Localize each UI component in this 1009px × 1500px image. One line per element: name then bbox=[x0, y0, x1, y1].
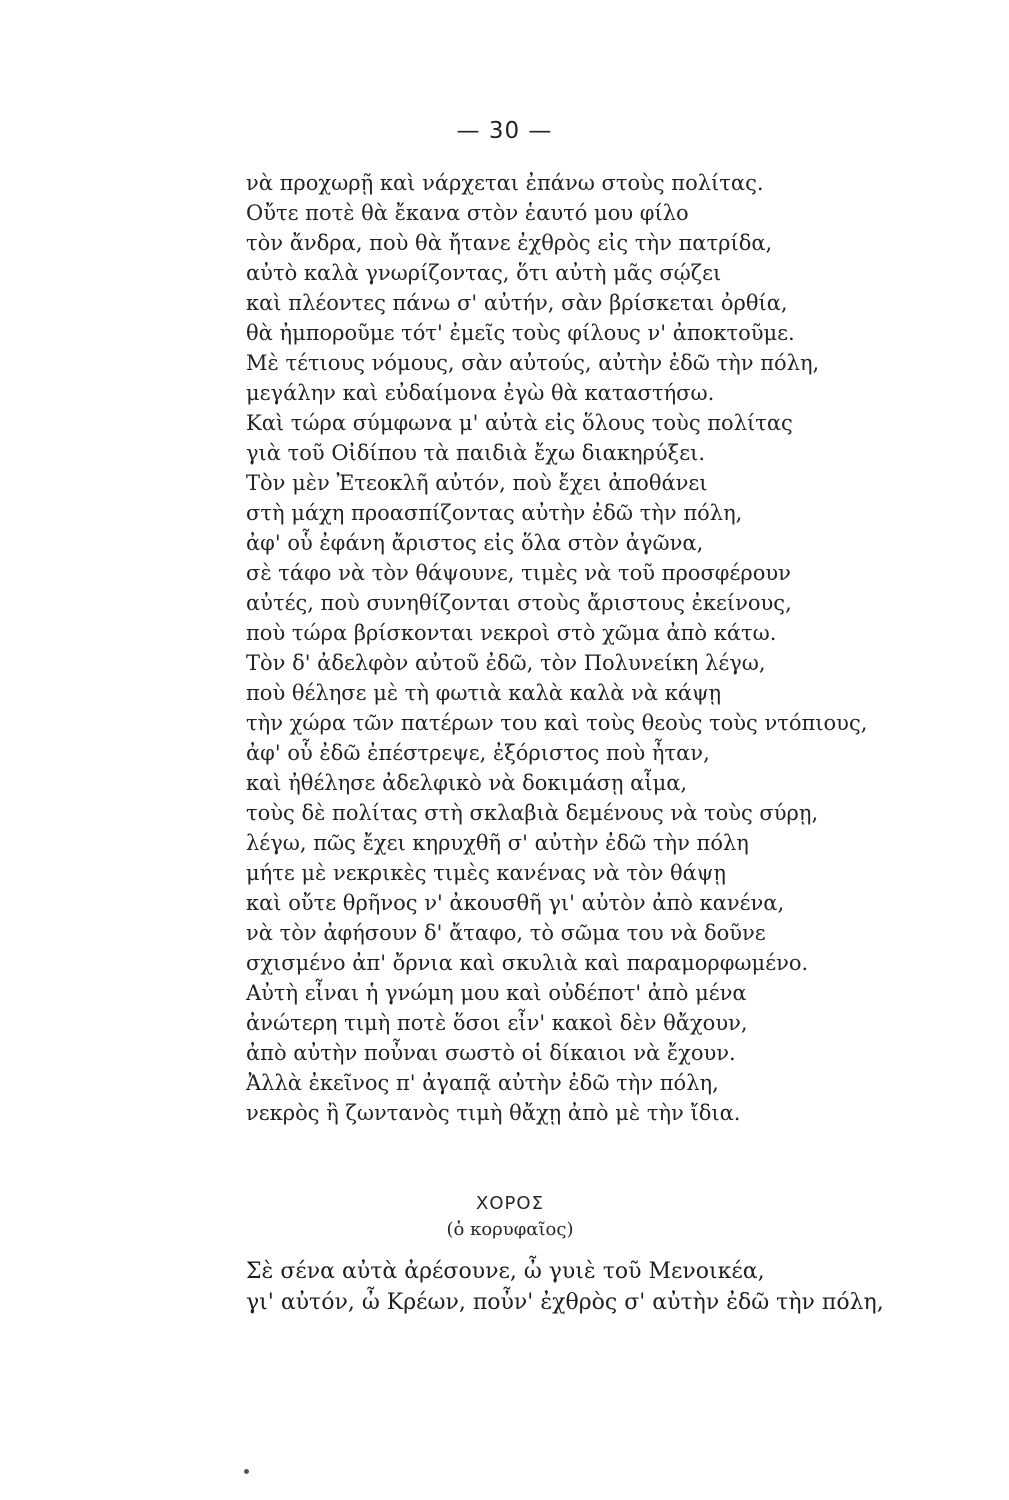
verse-line: θὰ ἠμποροῦμε τότ' ἐμεῖς τοὺς φίλους ν' ἀποκτοῦμε. bbox=[246, 321, 795, 345]
verse-line: λέγω, πῶς ἔχει κηρυχθῆ σ' αὐτὴν ἐδῶ τὴν πόλη bbox=[246, 831, 749, 855]
verse-line: ἀφ' οὗ ἐδῶ ἐπέστρεψε, ἐξόριστος ποὺ ἦταν, bbox=[246, 741, 710, 765]
verse-line: καὶ ἠθέλησε ἀδελφικὸ νὰ δοκιμάσῃ αἷμα, bbox=[246, 771, 688, 795]
verse-line: Μὲ τέτιους νόμους, σὰν αὐτούς, αὐτὴν ἐδῶ τὴν πόλη, bbox=[246, 351, 820, 375]
verse-line: ἀφ' οὗ ἐφάνη ἄριστος εἰς ὅλα στὸν ἀγῶνα, bbox=[246, 531, 704, 555]
verse-line: γιὰ τοῦ Οἰδίπου τὰ παιδιὰ ἔχω διακηρύξει. bbox=[246, 441, 706, 465]
chorus-block bbox=[246, 1256, 906, 1318]
verse-line: νεκρὸς ἢ ζωντανὸς τιμὴ θἄχῃ ἀπὸ μὲ τὴν ἴδια. bbox=[246, 1101, 741, 1125]
chorus-line: γι' αὐτόν, ὦ Κρέων, ποὖν' ἐχθρὸς σ' αὐτὴν ἐδῶ τὴν πόλη, bbox=[246, 1290, 884, 1315]
verse-line: ποὺ θέλησε μὲ τὴ φωτιὰ καλὰ καλὰ νὰ κάψῃ bbox=[246, 681, 722, 705]
verse-line: Αὐτὴ εἶναι ἡ γνώμη μου καὶ οὐδέποτ' ἀπὸ μένα bbox=[246, 981, 747, 1005]
verse-line: Οὔτε ποτὲ θὰ ἔκανα στὸν ἑαυτό μου φίλο bbox=[246, 201, 689, 225]
verse-line: Τὸν δ' ἀδελφὸν αὐτοῦ ἐδῶ, τὸν Πολυνείκη λέγω, bbox=[246, 651, 766, 675]
verse-line: αὐτές, ποὺ συνηθίζονται στοὺς ἄριστους ἐκείνους, bbox=[246, 591, 792, 615]
verse-line: τὸν ἄνδρα, ποὺ θὰ ἤτανε ἐχθρὸς εἰς τὴν πατρίδα, bbox=[246, 231, 773, 255]
verse-line: Καὶ τώρα σύμφωνα μ' αὐτὰ εἰς ὅλους τοὺς πολίτας bbox=[246, 411, 793, 435]
verse-line: σὲ τάφο νὰ τὸν θάψουνε, τιμὲς νὰ τοῦ προσφέρουν bbox=[246, 561, 791, 585]
verse-line: ποὺ τώρα βρίσκονται νεκροὶ στὸ χῶμα ἀπὸ κάτω. bbox=[246, 621, 777, 645]
verse-line: τὴν χώρα τῶν πατέρων του καὶ τοὺς θεοὺς τοὺς ντόπιους, bbox=[246, 711, 868, 735]
chorus-speaker-note: (ὁ κορυφαῖος) bbox=[446, 1219, 574, 1240]
verse-line: αὐτὸ καλὰ γνωρίζοντας, ὅτι αὐτὴ μᾶς σῴζει bbox=[246, 261, 722, 285]
verse-line: μεγάλην καὶ εὐδαίμονα ἐγὼ θὰ καταστήσω. bbox=[246, 381, 715, 405]
verse-block bbox=[246, 168, 886, 1128]
chorus-line: Σὲ σένα αὐτὰ ἀρέσουνε, ὦ γυιὲ τοῦ Μενοικέα, bbox=[246, 1259, 765, 1284]
verse-line: σχισμένο ἀπ' ὄρνια καὶ σκυλιὰ καὶ παραμορφωμένο. bbox=[246, 951, 809, 975]
verse-line: Ἀλλὰ ἐκεῖνος π' ἀγαπᾷ αὐτὴν ἐδῶ τὴν πόλη, bbox=[246, 1071, 719, 1095]
page-number: — 30 — bbox=[456, 118, 553, 144]
verse-line: καὶ οὔτε θρῆνος ν' ἀκουσθῆ γι' αὐτὸν ἀπὸ κανένα, bbox=[246, 891, 785, 915]
verse-line: νὰ τὸν ἀφήσουν δ' ἄταφο, τὸ σῶμα του νὰ δοῦνε bbox=[246, 921, 766, 945]
verse-line: Τὸν μὲν Ἐτεοκλῆ αὐτόν, ποὺ ἔχει ἀποθάνει bbox=[246, 471, 708, 495]
ink-speck bbox=[244, 1469, 249, 1474]
verse-line: ἀνώτερη τιμὴ ποτὲ ὅσοι εἶν' κακοὶ δὲν θἄχουν, bbox=[246, 1011, 748, 1035]
verse-line: μήτε μὲ νεκρικὲς τιμὲς κανένας νὰ τὸν θάψῃ bbox=[246, 861, 726, 885]
verse-line: νὰ προχωρῇ καὶ νάρχεται ἐπάνω στοὺς πολίτας. bbox=[246, 171, 764, 195]
verse-line: στὴ μάχη προασπίζοντας αὐτὴν ἐδῶ τὴν πόλη, bbox=[246, 501, 743, 525]
verse-line: τοὺς δὲ πολίτας στὴ σκλαβιὰ δεμένους νὰ τοὺς σύρῃ, bbox=[246, 801, 819, 825]
chorus-speaker-name: ΧΟΡΟΣ bbox=[476, 1193, 544, 1214]
verse-line: ἀπὸ αὐτὴν ποὖναι σωστὸ οἱ δίκαιοι νὰ ἔχουν. bbox=[246, 1041, 736, 1065]
verse-line: καὶ πλέοντες πάνω σ' αὐτήν, σὰν βρίσκεται ὀρθία, bbox=[246, 291, 788, 315]
